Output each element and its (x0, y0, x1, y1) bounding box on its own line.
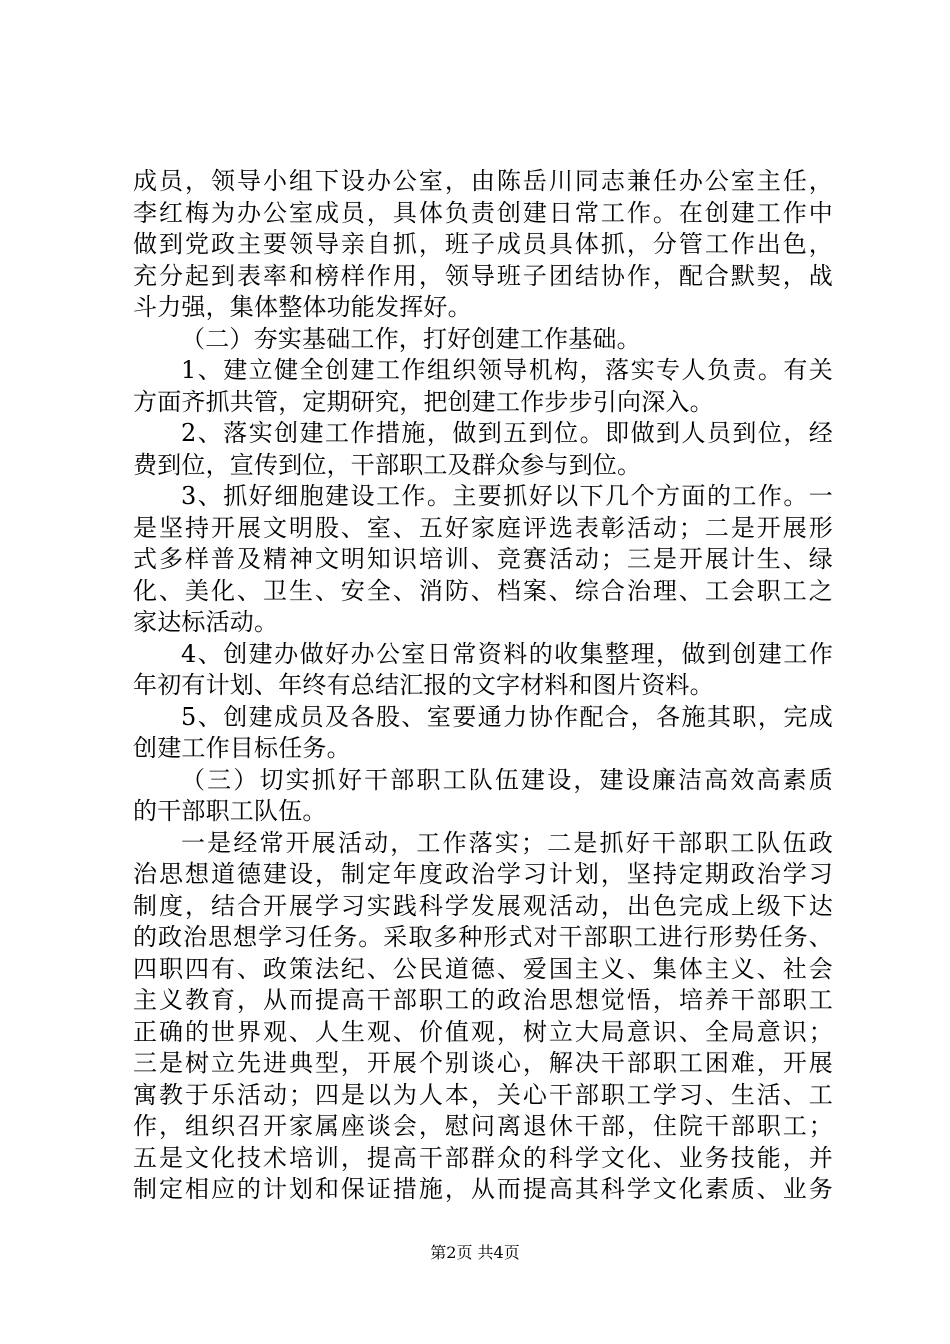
text-line: 方面齐抓共管，定期研究，把创建工作步步引向深入。 (133, 387, 714, 416)
text-line: 充分起到表率和榜样作用，领导班子团结协作，配合默契，战 (133, 261, 833, 290)
text-line: 制度，结合开展学习实践科学发展观活动，出色完成上级下达 (133, 891, 833, 920)
text-line: 的干部职工队伍。 (133, 797, 327, 825)
text-line: 家达标活动。 (133, 608, 279, 636)
page-number-footer: 第2页 共4页 (430, 1243, 520, 1262)
text-line: 年初有计划、年终有总结汇报的文字材料和图片资料。 (133, 671, 714, 699)
text-line: 式多样普及精神文明知识培训、竞赛活动；三是开展计生、绿 (133, 545, 833, 573)
text-line: 3、抓好细胞建设工作。主要抓好以下几个方面的工作。一 (181, 482, 833, 510)
text-line: 三是树立先进典型，开展个别谈心，解决干部职工困难，开展 (133, 1049, 833, 1077)
text-line: 主义教育，从而提高干部职工的政治思想觉悟，培养干部职工 (133, 986, 833, 1014)
text-line: 制定相应的计划和保证措施，从而提高其科学文化素质、业务 (133, 1175, 833, 1203)
document-body (133, 166, 833, 1206)
text-line: 正确的世界观、人生观、价值观，树立大局意识、全局意识； (133, 1017, 833, 1046)
text-line: 5、创建成员及各股、室要通力协作配合，各施其职，完成 (181, 702, 833, 731)
text-line: （二）夯实基础工作，打好创建工作基础。 (181, 324, 641, 353)
text-line: 治思想道德建设，制定年度政治学习计划，坚持定期政治学习 (133, 860, 833, 888)
text-line: 寓教于乐活动；四是以为人本，关心干部职工学习、生活、工 (133, 1080, 833, 1109)
text-line: （三）切实抓好干部职工队伍建设，建设廉洁高效高素质 (181, 765, 833, 794)
text-line: 四职四有、政策法纪、公民道德、爱国主义、集体主义、社会 (133, 954, 833, 983)
text-line: 4、创建办做好办公室日常资料的收集整理，做到创建工作 (181, 639, 833, 668)
text-line: 成员，领导小组下设办公室，由陈岳川同志兼任办公室主任， (133, 167, 833, 195)
text-line: 1、建立健全创建工作组织领导机构，落实专人负责。有关 (181, 356, 833, 384)
text-line: 2、落实创建工作措施，做到五到位。即做到人员到位，经 (181, 419, 833, 447)
text-line: 作，组织召开家属座谈会，慰问离退休干部，住院干部职工； (133, 1112, 833, 1140)
text-line: 一是经常开展活动，工作落实；二是抓好干部职工队伍政 (181, 828, 833, 857)
text-line: 李红梅为办公室成员，具体负责创建日常工作。在创建工作中 (133, 198, 833, 227)
text-line: 斗力强，集体整体功能发挥好。 (133, 293, 472, 321)
text-line: 化、美化、卫生、安全、消防、档案、综合治理、工会职工之 (133, 576, 833, 605)
text-line: 的政治思想学习任务。采取多种形式对干部职工进行形势任务、 (133, 923, 833, 951)
text-line: 费到位，宣传到位，干部职工及群众参与到位。 (133, 450, 642, 479)
text-line: 创建工作目标任务。 (133, 734, 351, 762)
text-line: 做到党政主要领导亲自抓，班子成员具体抓，分管工作出色， (133, 230, 833, 258)
text-line: 是坚持开展文明股、室、五好家庭评选表彰活动；二是开展形 (133, 513, 833, 542)
text-line: 五是文化技术培训，提高干部群众的科学文化、业务技能，并 (133, 1143, 833, 1172)
